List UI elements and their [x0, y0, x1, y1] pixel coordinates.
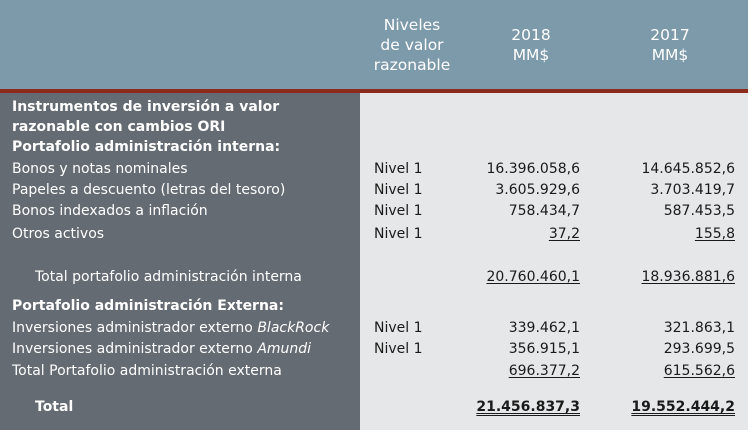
header-2018-unit: MM$	[512, 46, 550, 64]
header-levels-line1: Niveles	[383, 16, 441, 34]
external-total-label: Total Portafolio administración externa	[12, 363, 282, 379]
internal-total-label: Total portafolio administración interna	[35, 269, 302, 285]
header-2017	[635, 25, 705, 65]
row-value-2017: 3.703.419,7	[650, 182, 735, 198]
row-label-manager: Amundi	[257, 341, 312, 357]
row-label-manager: BlackRock	[257, 320, 330, 336]
header-2017-year: 2017	[650, 26, 690, 44]
row-value-2017: 587.453,5	[663, 203, 735, 219]
row-label: Papeles a descuento (letras del tesoro)	[12, 182, 286, 198]
row-level: Nivel 1	[374, 320, 423, 336]
header-2018-year: 2018	[511, 26, 551, 44]
external-portfolio-title: Portafolio administración Externa:	[12, 298, 284, 314]
header-2018	[496, 25, 566, 65]
row-level: Nivel 1	[374, 161, 423, 177]
header-levels-line3: razonable	[373, 56, 451, 74]
grand-total-2018: 21.456.837,3	[476, 399, 580, 415]
row-value-2018: 339.462,1	[508, 320, 580, 336]
internal-total-2018: 20.760.460,1	[486, 269, 580, 285]
grand-total-label: Total	[35, 399, 74, 415]
row-value-2017: 155,8	[694, 226, 735, 242]
header-levels	[362, 15, 462, 75]
row-value-2018: 356.915,1	[508, 341, 580, 357]
internal-portfolio-title: Portafolio administración interna:	[12, 139, 281, 155]
table-header	[0, 0, 748, 89]
row-label: Bonos indexados a inflación	[12, 203, 208, 219]
section-title-line2: razonable con cambios ORI	[12, 119, 226, 135]
row-level: Nivel 1	[374, 203, 423, 219]
row-value-2017: 321.863,1	[663, 320, 735, 336]
grand-total-2017: 19.552.444,2	[631, 399, 735, 415]
header-levels-line2: de valor	[380, 36, 444, 54]
row-value-2018: 16.396.058,6	[486, 161, 580, 177]
row-label	[12, 340, 311, 358]
row-label	[12, 319, 329, 337]
row-value-2017: 14.645.852,6	[641, 161, 735, 177]
internal-total-2017: 18.936.881,6	[641, 269, 735, 285]
row-level: Nivel 1	[374, 182, 423, 198]
row-label-prefix: Inversiones administrador externo	[12, 341, 258, 357]
row-value-2018: 758.434,7	[508, 203, 580, 219]
row-label: Bonos y notas nominales	[12, 161, 188, 177]
row-level: Nivel 1	[374, 226, 423, 242]
section-title-line1: Instrumentos de inversión a valor	[12, 99, 280, 115]
row-label: Otros activos	[12, 226, 105, 242]
header-2017-unit: MM$	[651, 46, 689, 64]
row-value-2018: 37,2	[548, 226, 580, 242]
row-value-2017: 293.699,5	[663, 341, 735, 357]
row-level: Nivel 1	[374, 341, 423, 357]
external-total-2018: 696.377,2	[508, 363, 580, 379]
row-label-prefix: Inversiones administrador externo	[12, 320, 258, 336]
external-total-2017: 615.562,6	[663, 363, 735, 379]
row-value-2018: 3.605.929,6	[495, 182, 580, 198]
